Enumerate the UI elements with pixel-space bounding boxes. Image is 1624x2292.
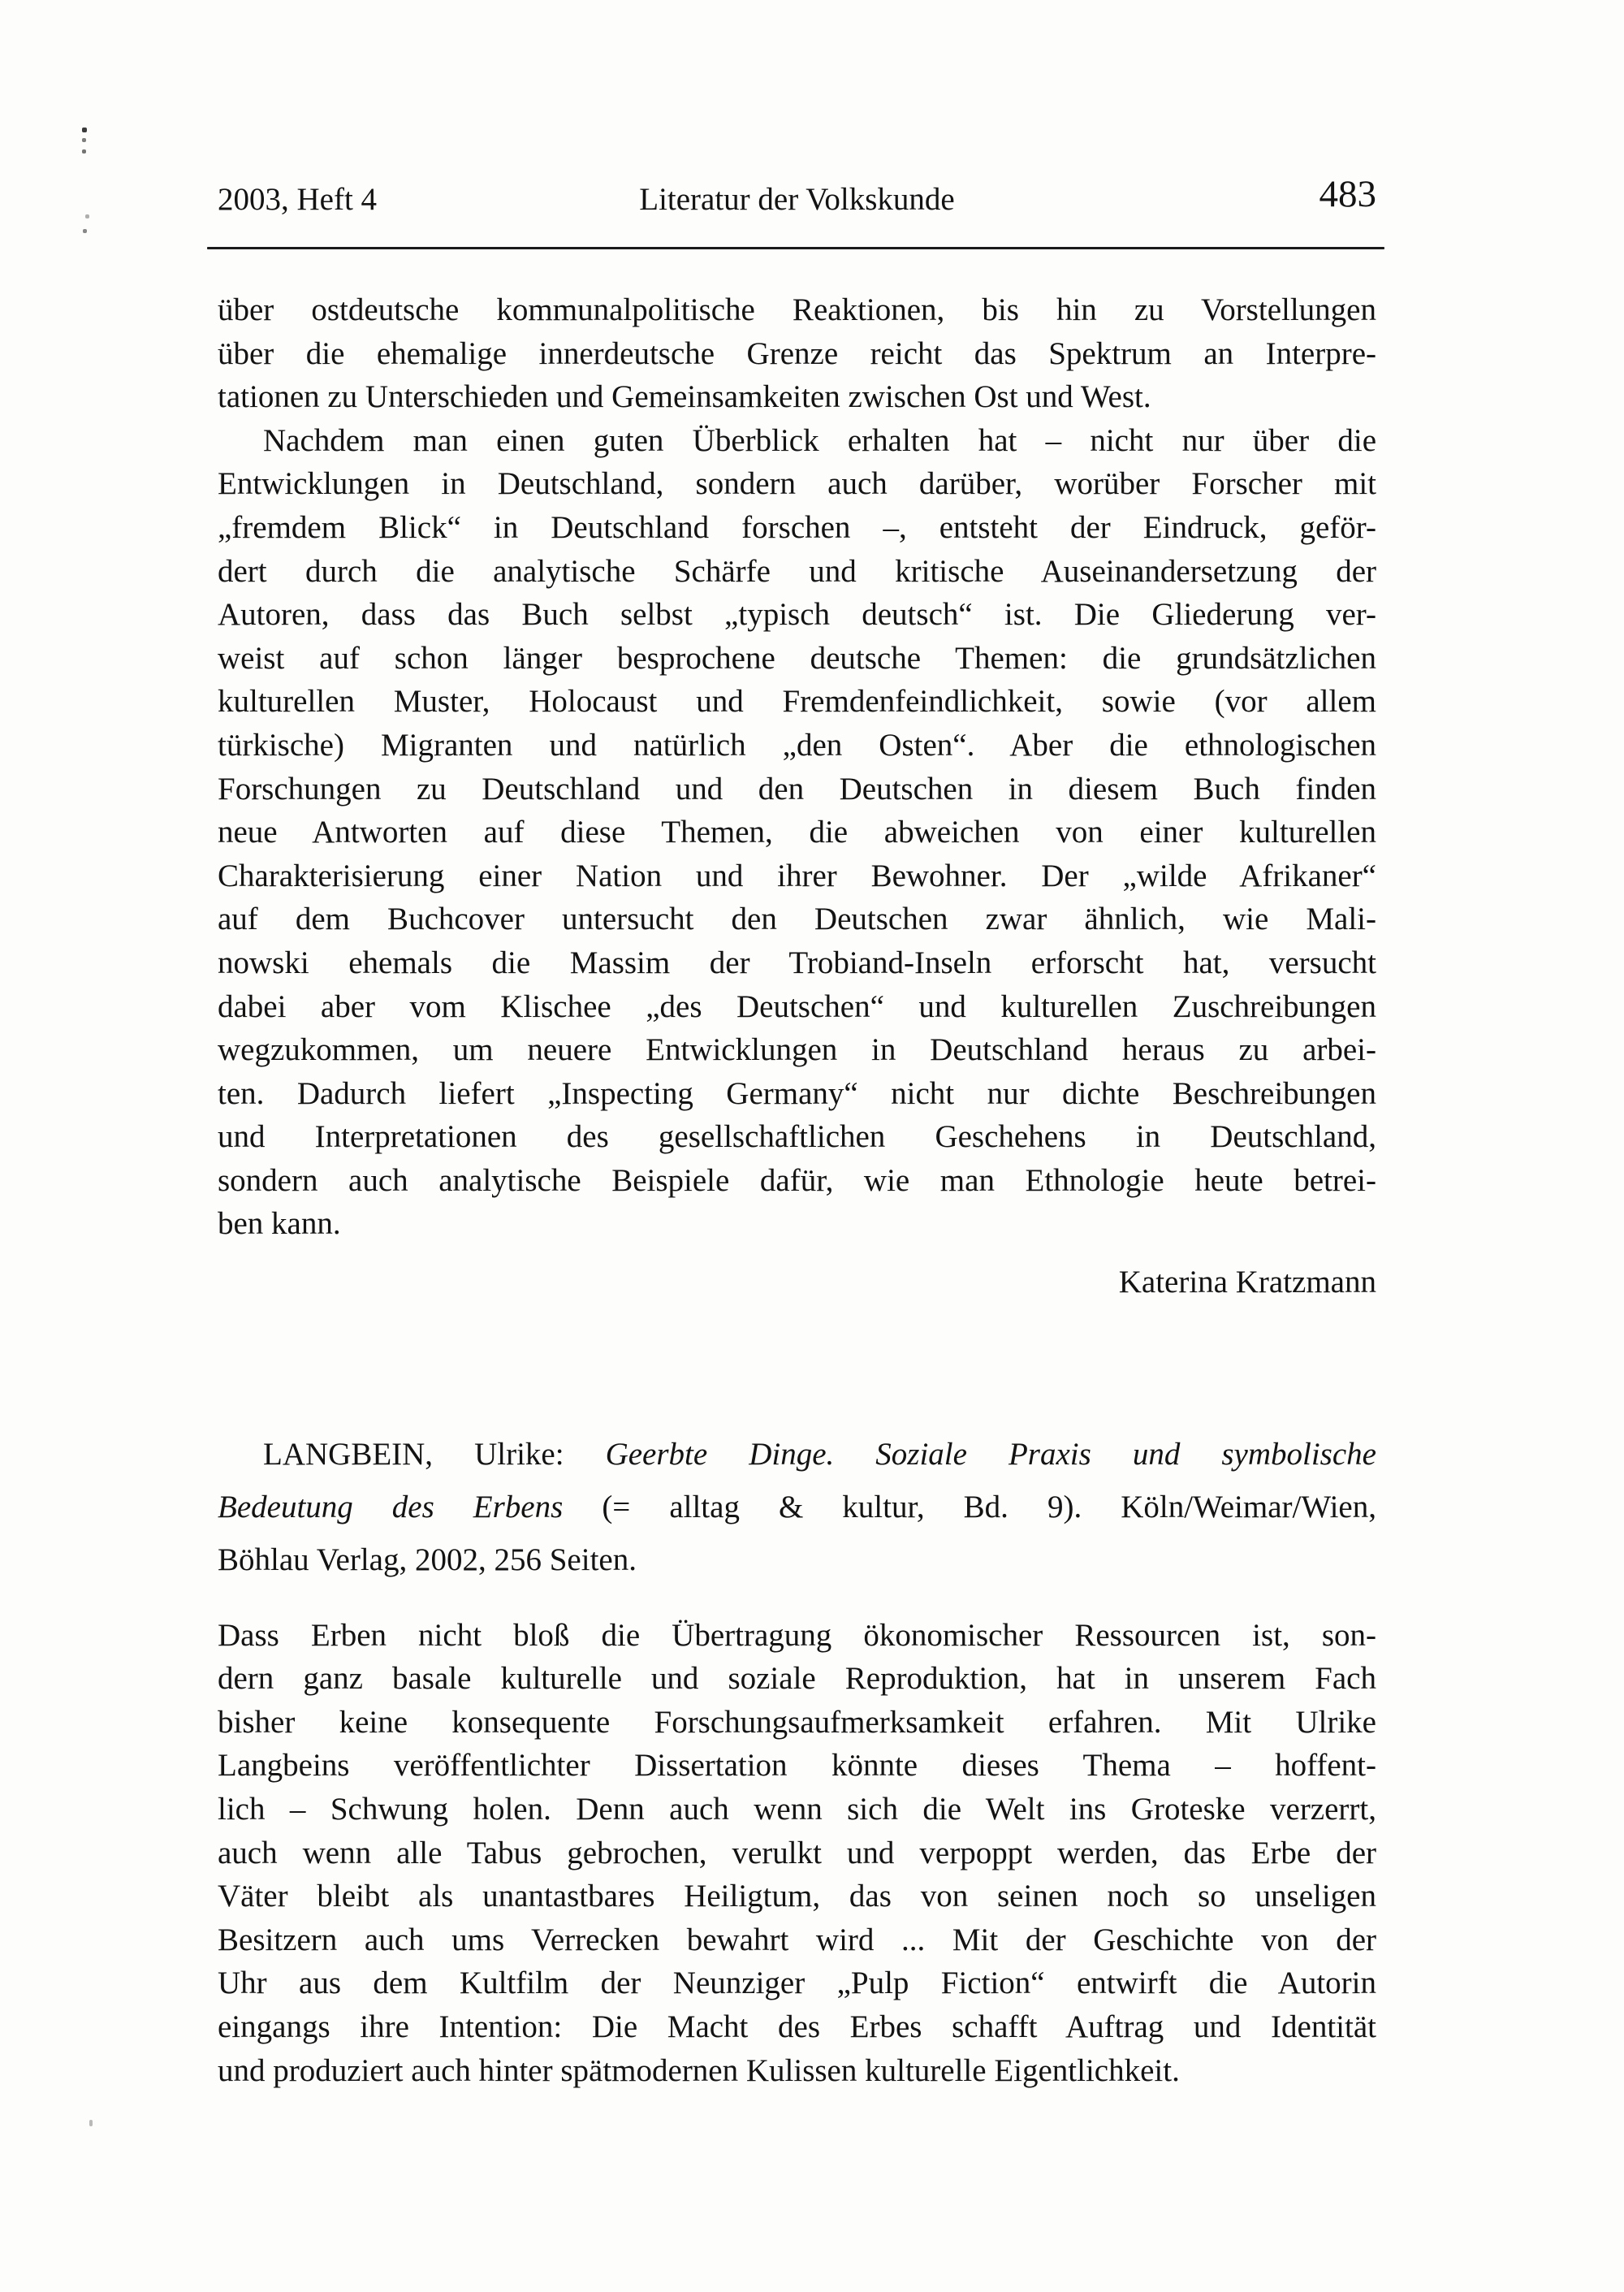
text-line: auch wenn alle Tabus gebrochen, verulkt und verpoppt werden, das Erbe der (218, 1835, 1376, 1870)
text-line: dern ganz basale kulturelle und soziale Reproduktion, hat in unserem Fach (218, 1661, 1376, 1697)
citation-title-part: Bedeutung des Erbens (218, 1489, 564, 1524)
citation-line (218, 1481, 1376, 1533)
text-line: und Interpretationen des gesellschaftlichen Geschehens in Deutschland, (218, 1119, 1376, 1155)
text-line: ben kann. (218, 1206, 341, 1242)
page-header (218, 173, 1376, 219)
text-line: Langbeins veröffentlichter Dissertation könnte dieses Thema – hoffent- (218, 1748, 1376, 1784)
text-line: dabei aber vom Klischee „des Deutschen“ und kulturellen Zuschreibungen (218, 988, 1376, 1024)
text-line: bisher keine konsequente Forschungsaufmerksamkeit erfahren. Mit Ulrike (218, 1704, 1376, 1740)
issue-info: 2003, Heft 4 (218, 182, 378, 217)
text-line: auf dem Buchcover untersucht den Deutschen zwar ähnlich, wie Mali- (218, 902, 1376, 937)
citation-publisher-info: Böhlau Verlag, 2002, 256 Seiten. (218, 1542, 637, 1577)
review-langbein-paragraph-1 (218, 1614, 1376, 2093)
text-line: Nachdem man einen guten Überblick erhalten hat – nicht nur über die (263, 422, 1376, 458)
scan-speck (82, 138, 86, 142)
text-line: „fremdem Blick“ in Deutschland forschen –, entsteht der Eindruck, geför- (218, 509, 1376, 545)
text-line: tationen zu Unterschieden und Gemeinsamkeiten zwischen Ost und West. (218, 379, 1151, 415)
citation-line (218, 1428, 1376, 1481)
page-body (218, 288, 1376, 2092)
scan-speck (82, 128, 87, 132)
text-line: türkische) Migranten und natürlich „den Osten“. Aber die ethnologischen (218, 727, 1376, 763)
text-line: und produziert auch hinter spätmodernen Kulissen kulturelle Eigentlichkeit. (218, 2052, 1180, 2088)
text-line: Autoren, dass das Buch selbst „typisch deutsch“ ist. Die Gliederung ver- (218, 597, 1376, 633)
text-line: Dass Erben nicht bloß die Übertragung ökonomischer Ressourcen ist, son- (218, 1617, 1376, 1653)
text-line: über ostdeutsche kommunalpolitische Reaktionen, bis hin zu Vorstellungen (218, 292, 1376, 327)
text-line: Entwicklungen in Deutschland, sondern auch darüber, worüber Forscher mit (218, 466, 1376, 502)
page-column (218, 173, 1376, 2092)
text-line: wegzukommen, um neuere Entwicklungen in Deutschland heraus zu arbei- (218, 1032, 1376, 1068)
text-line: über die ehemalige innerdeutsche Grenze reicht das Spektrum an Interpre- (218, 335, 1376, 371)
scan-speck (85, 214, 89, 218)
review-kratzmann-paragraph-2 (218, 419, 1376, 1246)
text-line: nowski ehemals die Massim der Trobiand-Inseln erforscht hat, versucht (218, 945, 1376, 980)
text-line: Väter bleibt als unantastbares Heiligtum, das von seinen noch so unseligen (218, 1879, 1376, 1914)
text-line: ten. Dadurch liefert „Inspecting Germany“ nicht nur dichte Beschreibungen (218, 1075, 1376, 1111)
citation-series-info: (= alltag & kultur, Bd. 9). Köln/Weimar/Wien, (563, 1489, 1376, 1524)
citation-title-part: Geerbte Dinge. Soziale Praxis und symbolische (605, 1436, 1376, 1472)
text-line: Forschungen zu Deutschland und den Deutschen in diesem Buch finden (218, 771, 1376, 807)
review-kratzmann-paragraph-1 (218, 288, 1376, 419)
scan-speck (89, 2120, 93, 2126)
text-line: kulturellen Muster, Holocaust und Fremdenfeindlichkeit, sowie (vor allem (218, 684, 1376, 720)
running-title: Literatur der Volkskunde (639, 182, 955, 217)
header-rule (207, 247, 1384, 249)
text-line: Charakterisierung einer Nation und ihrer Bewohner. Der „wilde Afrikaner“ (218, 858, 1376, 893)
text-line: weist auf schon länger besprochene deutsche Themen: die grundsätzlichen (218, 640, 1376, 676)
text-line: eingangs ihre Intention: Die Macht des Erbes schafft Auftrag und Identität (218, 2009, 1376, 2044)
citation-author: LANGBEIN, Ulrike: (263, 1436, 606, 1472)
citation-line (218, 1533, 1376, 1586)
text-line: Uhr aus dem Kultfilm der Neunziger „Pulp Fiction“ entwirft die Autorin (218, 1965, 1376, 2001)
reviewer-signature: Katerina Kratzmann (1118, 1265, 1376, 1300)
text-line: sondern auch analytische Beispiele dafür, wie man Ethnologie heute betrei- (218, 1162, 1376, 1198)
book-citation (218, 1428, 1376, 1586)
text-line: Besitzern auch ums Verrecken bewahrt wird ... Mit der Geschichte von der (218, 1922, 1376, 1957)
page-number: 483 (1319, 173, 1376, 215)
text-line: dert durch die analytische Schärfe und kritische Auseinandersetzung der (218, 553, 1376, 589)
text-line: neue Antworten auf diese Themen, die abweichen von einer kulturellen (218, 815, 1376, 850)
text-line: lich – Schwung holen. Denn auch wenn sich die Welt ins Groteske verzerrt, (218, 1792, 1376, 1827)
scan-speck (82, 149, 86, 154)
scan-speck (83, 229, 87, 233)
